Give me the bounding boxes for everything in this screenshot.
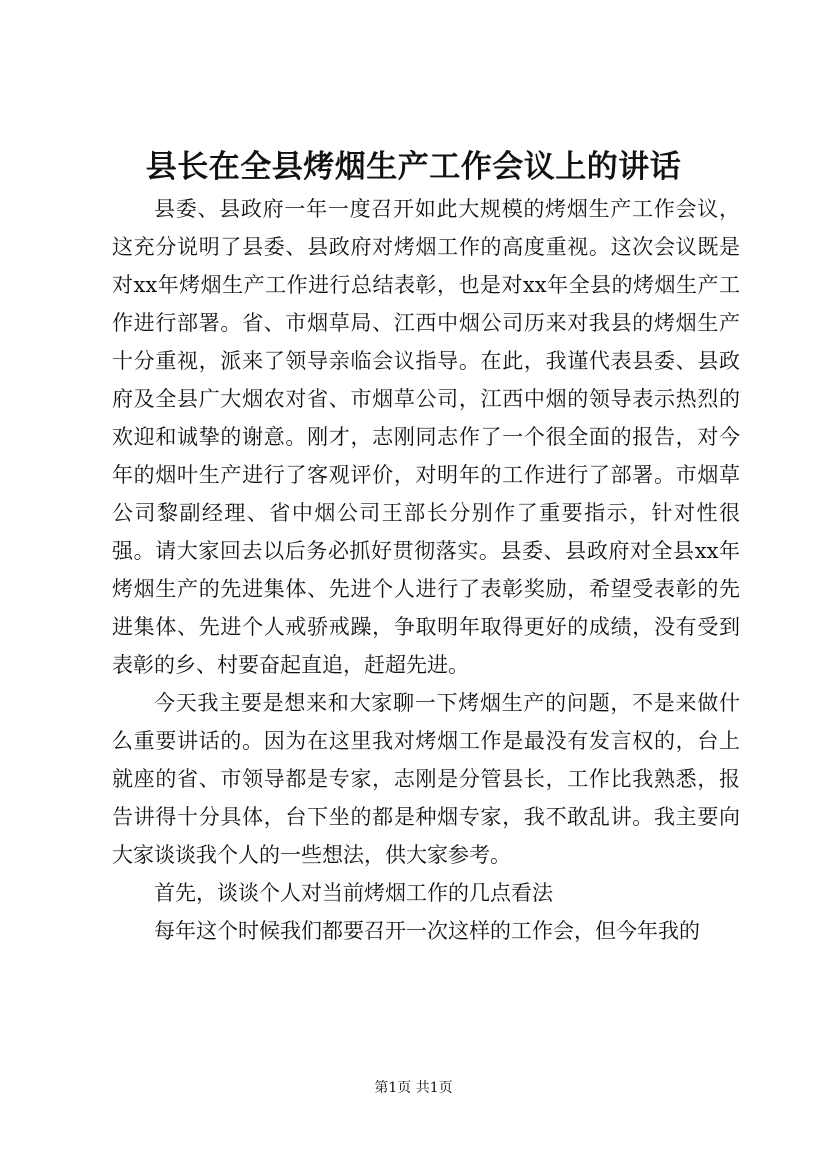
document-title: 县长在全县烤烟生产工作会议上的讲话: [145, 149, 682, 185]
paragraph-4: 每年这个时候我们都要召开一次这样的工作会，但今年我的: [154, 919, 700, 943]
paragraph-2: 今天我主要是想来和大家聊一下烤烟生产的问题，不是来做什么重要讲话的。因为在这里我对烤烟工作是最没有发言权的，台上就座的省、市领导都是专家，志刚是分管县长，工作比我熟悉，报告讲得十分具体，台下坐的都是种烟专家，我不敢乱讲。我主要向大家谈谈我个人的一些想法，供大家参考。: [112, 691, 740, 867]
page-footer: 第1页 共1页: [374, 1080, 453, 1096]
paragraph-3-heading: 首先，谈谈个人对当前烤烟工作的几点看法: [154, 881, 553, 905]
document-body: [112, 190, 740, 950]
paragraph-1: 县委、县政府一年一度召开如此大规模的烤烟生产工作会议，这充分说明了县委、县政府对烤烟工作的高度重视。这次会议既是对xx年烤烟生产工作进行总结表彰，也是对xx年全县的烤烟生产工作进行部署。省、市烟草局、江西中烟公司历来对我县的烤烟生产十分重视，派来了领导亲临会议指导。在此，我谨代表县委、县政府及全县广大烟农对省、市烟草公司，江西中烟的领导表示热烈的欢迎和诚挚的谢意。刚才，志刚同志作了一个很全面的报告，对今年的烟叶生产进行了客观评价，对明年的工作进行了部署。市烟草公司黎副经理、省中烟公司王部长分别作了重要指示，针对性很强。请大家回去以后务必抓好贯彻落实。县委、县政府对全县xx年烤烟生产的先进集体、先进个人进行了表彰奖励，希望受表彰的先进集体、先进个人戒骄戒躁，争取明年取得更好的成绩，没有受到表彰的乡、村要奋起直追，赶超先进。: [112, 197, 740, 677]
